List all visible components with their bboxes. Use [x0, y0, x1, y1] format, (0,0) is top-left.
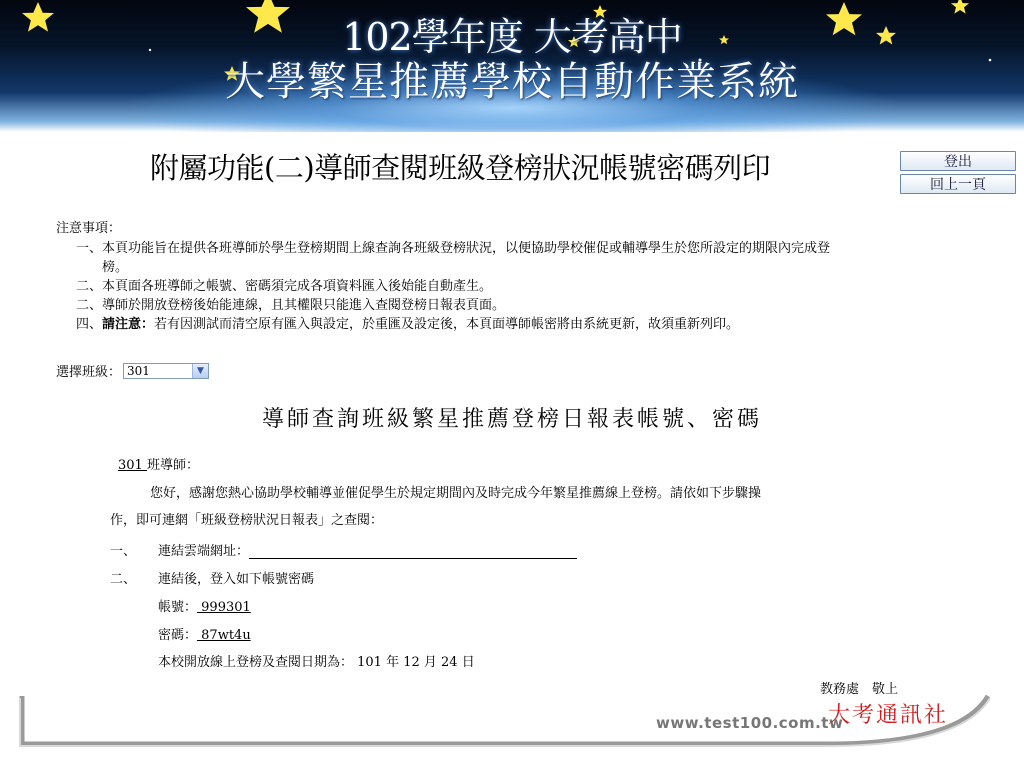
class-select-label: 選擇班級：	[56, 365, 122, 380]
signature: 教務處 敬上	[820, 682, 899, 697]
banner-title-line1: 102學年度 大考高中	[342, 15, 682, 59]
class-select-dropdown[interactable]	[123, 363, 209, 379]
salutation-line	[118, 454, 199, 473]
logout-button[interactable]: 登出	[900, 151, 1016, 171]
notice-item	[56, 315, 956, 334]
header-banner	[0, 0, 1024, 132]
step1-line	[158, 540, 577, 559]
notice-item	[56, 239, 956, 277]
notice-item-text: 導師於開放登榜後始能連線，且其權限只能進入查閱登榜日報表頁面。	[102, 298, 506, 313]
notice-item-text-line2: 榜。	[102, 260, 129, 275]
class-select-value: 301	[127, 363, 150, 378]
step2-number: 二、	[110, 572, 137, 587]
brand-url: www.test100.com.tw	[656, 714, 844, 732]
notice-item-number: 二、	[75, 279, 102, 294]
notice-item	[56, 296, 956, 315]
notice-warning-text: 若有因測試而清空原有匯入與設定，於重匯及設定後，本頁面導師帳密將由系統更新，故須重新列印。	[154, 317, 740, 332]
notice-item-number: 一、	[75, 241, 102, 256]
account-value: 999301	[197, 600, 251, 615]
page-title: 附屬功能(二)導師查閱班級登榜狀況帳號密碼列印	[150, 151, 771, 185]
document-title: 導師查詢班級繁星推薦登榜日報表帳號、密碼	[261, 407, 762, 432]
class-number: 301	[118, 458, 147, 473]
step1-text: 連結雲端網址：	[158, 544, 250, 559]
password-value: 87wt4u	[197, 628, 251, 643]
class-select-row	[56, 361, 209, 380]
notice-heading: 注意事項：	[56, 221, 122, 236]
letter-paragraph-line2: 作，即可連網「班級登榜狀況日報表」之查閱：	[110, 513, 384, 528]
notice-item-text	[102, 315, 956, 334]
notice-warning-label: 請注意：	[102, 317, 155, 332]
notice-section	[56, 219, 956, 334]
cloud-url-blank	[249, 544, 577, 559]
account-line	[158, 596, 251, 615]
back-button[interactable]: 回上一頁	[900, 174, 1016, 194]
brand-logo-text: 大考通訊社	[828, 703, 949, 728]
password-line	[158, 624, 251, 643]
salutation: 班導師：	[146, 458, 199, 473]
notice-item-number: 二、	[75, 298, 102, 313]
notice-item-text-line1: 本頁功能旨在提供各班導師於學生登榜期間上線查詢各班級登榜狀況，以便協助學校催促或輔導學生於您所設定的期限內完成登	[102, 241, 831, 256]
account-label: 帳號：	[158, 600, 198, 615]
notice-item	[56, 277, 956, 296]
notice-item-number: 四、	[75, 317, 102, 332]
password-label: 密碼：	[158, 628, 198, 643]
step1-number: 一、	[110, 544, 137, 559]
notice-item-text: 本頁面各班導師之帳號、密碼須完成各項資料匯入後始能自動產生。	[102, 279, 493, 294]
chevron-down-icon[interactable]: ▼	[192, 364, 208, 378]
banner-title-line2: 大學繁星推薦學校自動作業系統	[225, 59, 799, 105]
letter-paragraph-line1: 您好，感謝您熱心協助學校輔導並催促學生於規定期間內及時完成今年繁星推薦線上登榜。請依如下步驟操	[150, 486, 762, 501]
step2-text: 連結後，登入如下帳號密碼	[158, 572, 315, 587]
open-date-line: 本校開放線上登榜及查閱日期為： 101 年 12 月 24 日	[158, 655, 475, 670]
notice-item-text	[102, 239, 956, 277]
